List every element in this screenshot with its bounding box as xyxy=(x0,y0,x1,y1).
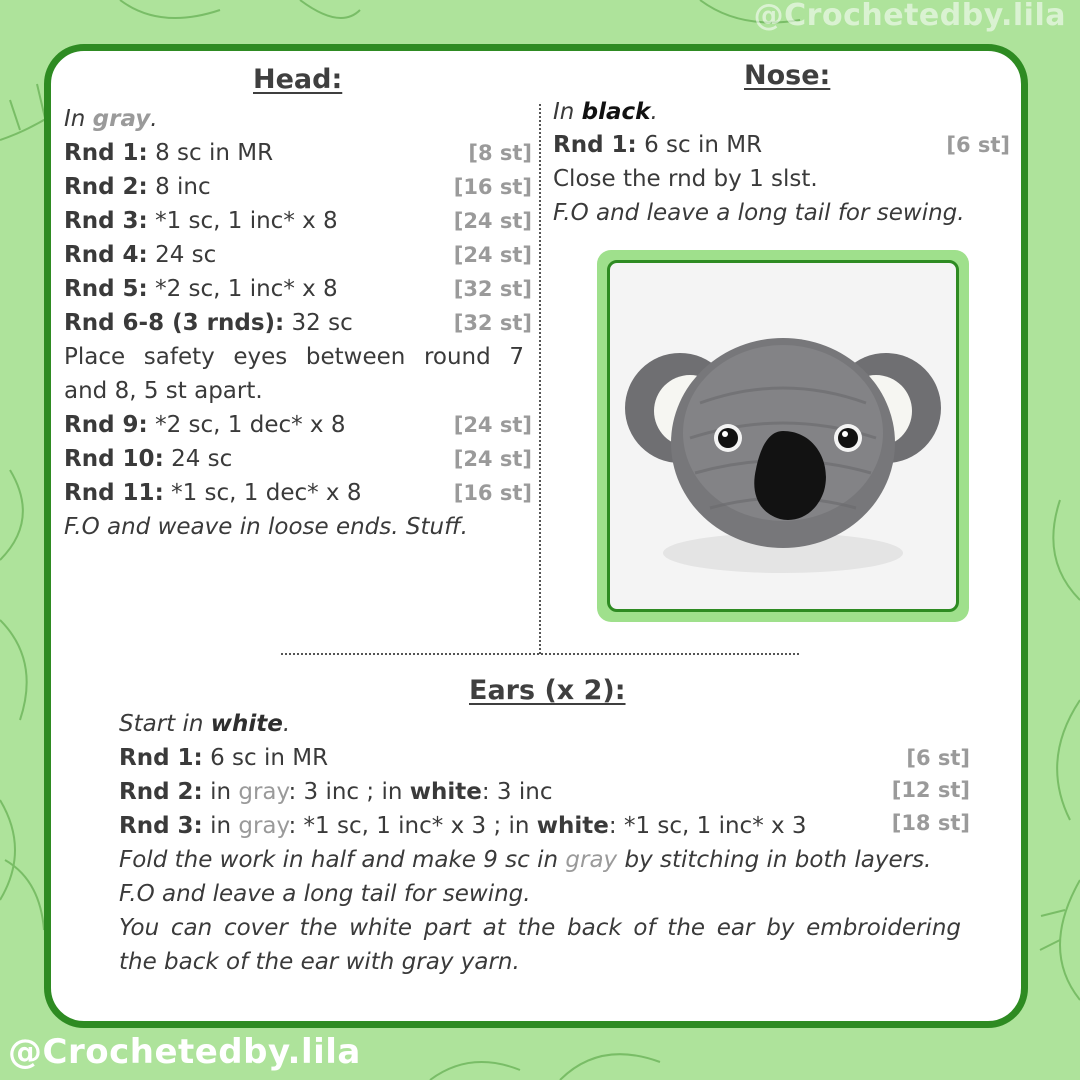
head-round-3: Rnd 3: *1 sc, 1 inc* x 8 xyxy=(64,208,338,234)
head-eyes-note-2: and 8, 5 st apart. xyxy=(64,378,263,404)
ears-intro: Start in white. xyxy=(119,711,291,737)
head-round-6-8-count: [32 st] xyxy=(453,311,532,335)
head-round-11: Rnd 11: *1 sc, 1 dec* x 8 xyxy=(64,480,362,506)
nose-finish: F.O and leave a long tail for sewing. xyxy=(553,200,965,226)
head-title: Head: xyxy=(253,64,343,95)
head-round-4: Rnd 4: 24 sc xyxy=(64,242,217,268)
head-round-6-8: Rnd 6-8 (3 rnds): 32 sc xyxy=(64,310,353,336)
ears-round-3: Rnd 3: in gray: *1 sc, 1 inc* x 3 ; in white: *1 sc, 1 inc* x 3 xyxy=(119,813,807,839)
ears-cover-1: You can cover the white part at the back of the ear by embroidering xyxy=(119,915,961,941)
nose-round-1: Rnd 1: 6 sc in MR xyxy=(553,132,763,158)
nose-close: Close the rnd by 1 slst. xyxy=(553,166,818,192)
ears-fold: Fold the work in half and make 9 sc in gray by stitching in both layers. xyxy=(119,847,932,873)
ears-round-2-count: [12 st] xyxy=(891,778,970,802)
head-round-4-count: [24 st] xyxy=(453,243,532,267)
ears-round-1: Rnd 1: 6 sc in MR xyxy=(119,745,329,771)
head-round-9-count: [24 st] xyxy=(453,413,532,437)
ears-round-3-count: [18 st] xyxy=(891,811,970,835)
head-finish: F.O and weave in loose ends. Stuff. xyxy=(64,514,468,540)
ears-round-1-count: [6 st] xyxy=(906,746,970,770)
nose-round-1-count: [6 st] xyxy=(946,133,1010,157)
ears-round-2: Rnd 2: in gray: 3 inc ; in white: 3 inc xyxy=(119,779,553,805)
head-intro: In gray. xyxy=(64,106,158,132)
head-round-3-count: [24 st] xyxy=(453,209,532,233)
head-round-10-count: [24 st] xyxy=(453,447,532,471)
watermark-top: @Crochetedby.lila xyxy=(753,0,1066,33)
ears-cover-2: the back of the ear with gray yarn. xyxy=(119,949,520,975)
head-round-1: Rnd 1: 8 sc in MR xyxy=(64,140,274,166)
head-round-11-count: [16 st] xyxy=(453,481,532,505)
ears-title: Ears (x 2): xyxy=(469,675,626,706)
head-round-10: Rnd 10: 24 sc xyxy=(64,446,233,472)
watermark-bottom: @Crochetedby.lila xyxy=(8,1032,361,1072)
head-eyes-note-1: Place safety eyes between round 7 xyxy=(64,344,524,370)
koala-head-icon xyxy=(610,263,956,609)
koala-photo xyxy=(607,260,959,612)
head-round-5-count: [32 st] xyxy=(453,277,532,301)
head-round-9: Rnd 9: *2 sc, 1 dec* x 8 xyxy=(64,412,346,438)
ears-finish: F.O and leave a long tail for sewing. xyxy=(119,881,531,907)
head-round-2-count: [16 st] xyxy=(453,175,532,199)
head-round-5: Rnd 5: *2 sc, 1 inc* x 8 xyxy=(64,276,338,302)
head-round-1-count: [8 st] xyxy=(468,141,532,165)
head-round-2: Rnd 2: 8 inc xyxy=(64,174,211,200)
nose-title: Nose: xyxy=(744,60,831,91)
nose-intro: In black. xyxy=(553,99,658,125)
column-divider xyxy=(539,104,541,654)
section-divider xyxy=(281,653,799,655)
